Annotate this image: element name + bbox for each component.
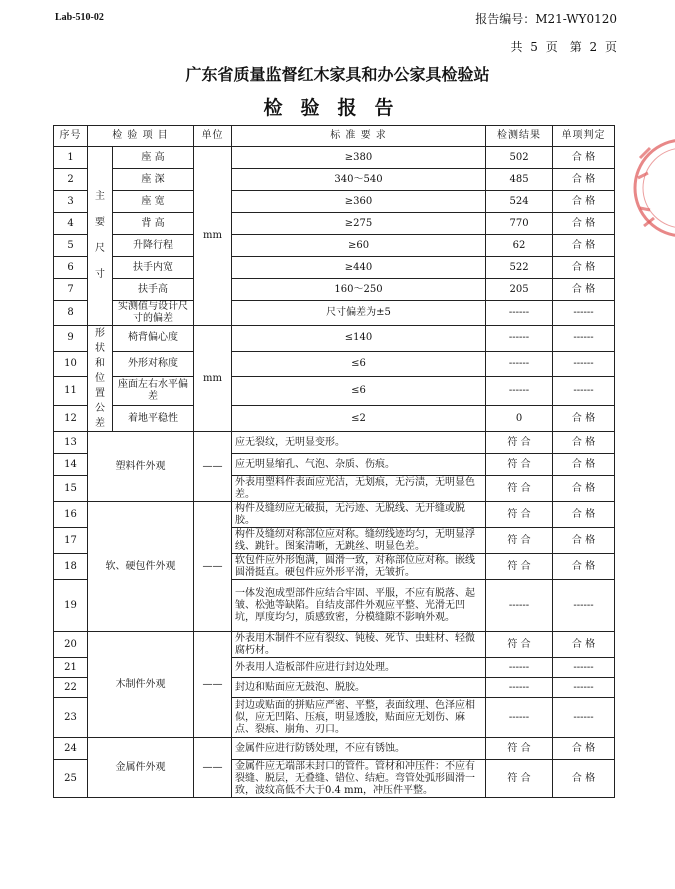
test-result: ------ bbox=[486, 351, 553, 377]
judgement: 合 格 bbox=[553, 528, 615, 554]
item-name: 扶手高 bbox=[113, 279, 194, 301]
judgement: ------ bbox=[553, 301, 615, 326]
lab-code: Lab-510-02 bbox=[55, 12, 104, 23]
requirement: ≥275 bbox=[232, 213, 486, 235]
row-number: 11 bbox=[54, 377, 88, 406]
table-row bbox=[54, 377, 615, 406]
table-row bbox=[54, 326, 615, 352]
test-result: ------ bbox=[486, 658, 553, 678]
table-row bbox=[54, 169, 615, 191]
requirement: 应无裂纹，无明显变形。 bbox=[232, 432, 486, 454]
group-shape-position-tolerance bbox=[88, 326, 113, 432]
col-header-requirement: 标 准 要 求 bbox=[232, 126, 486, 147]
requirement: ≤2 bbox=[232, 406, 486, 432]
requirement: 尺寸偏差为±5 bbox=[232, 301, 486, 326]
row-number: 4 bbox=[54, 213, 88, 235]
test-result: 524 bbox=[486, 191, 553, 213]
row-number: 19 bbox=[54, 580, 88, 632]
judgement: 合 格 bbox=[553, 738, 615, 760]
requirement: 构件及缝纫应无破损，无污迹、无脱线、无开缝或脱胶。 bbox=[232, 502, 486, 528]
test-result: 符 合 bbox=[486, 528, 553, 554]
requirement: 外表用人造板部件应进行封边处理。 bbox=[232, 658, 486, 678]
item-name: 实测值与设计尺寸的偏差 bbox=[113, 301, 194, 326]
group-label-char: 形 bbox=[95, 328, 105, 339]
test-result: 62 bbox=[486, 235, 553, 257]
requirement: ≤140 bbox=[232, 326, 486, 352]
test-result: 符 合 bbox=[486, 554, 553, 580]
requirement: ≥380 bbox=[232, 147, 486, 169]
col-header-item: 检 验 项 目 bbox=[88, 126, 194, 147]
requirement: ≤6 bbox=[232, 351, 486, 377]
row-number: 10 bbox=[54, 351, 88, 377]
table-row bbox=[54, 632, 615, 658]
group-label-char: 差 bbox=[95, 418, 105, 429]
judgement: 合 格 bbox=[553, 454, 615, 476]
item-name: 着地平稳性 bbox=[113, 406, 194, 432]
table-row bbox=[54, 257, 615, 279]
row-number: 1 bbox=[54, 147, 88, 169]
row-number: 9 bbox=[54, 326, 88, 352]
item-group-wood: 木制件外观 bbox=[88, 632, 194, 738]
item-name: 升降行程 bbox=[113, 235, 194, 257]
table-row bbox=[54, 406, 615, 432]
judgement: 合 格 bbox=[553, 432, 615, 454]
row-number: 13 bbox=[54, 432, 88, 454]
judgement: 合 格 bbox=[553, 169, 615, 191]
row-number: 25 bbox=[54, 760, 88, 798]
table-row bbox=[54, 191, 615, 213]
item-group-soft_hard: 软、硬包件外观 bbox=[88, 502, 194, 632]
requirement: 340～540 bbox=[232, 169, 486, 191]
table-row bbox=[54, 213, 615, 235]
requirement: 软包件应外形饱满，圆滑一致，对称部位应对称。嵌线圆滑挺直。硬包件应外形平滑，无皱折。 bbox=[232, 554, 486, 580]
test-result: 770 bbox=[486, 213, 553, 235]
test-result: ------ bbox=[486, 301, 553, 326]
col-header-no: 序号 bbox=[54, 126, 88, 147]
requirement: 一体发泡成型部件应结合牢固、平服，不应有脱落、起皱、松弛等缺陷。自结皮部件外观应平整、光滑无凹坑，厚度均匀，质感致密，分模缝隙不影响外观。 bbox=[232, 580, 486, 632]
test-result: ------ bbox=[486, 580, 553, 632]
test-result: 205 bbox=[486, 279, 553, 301]
item-name: 椅背偏心度 bbox=[113, 326, 194, 352]
judgement: 合 格 bbox=[553, 279, 615, 301]
table-row bbox=[54, 502, 615, 528]
judgement: 合 格 bbox=[553, 235, 615, 257]
row-number: 8 bbox=[54, 301, 88, 326]
col-header-result: 检测结果 bbox=[486, 126, 553, 147]
test-result: ------ bbox=[486, 698, 553, 738]
page-count: 共 5 页 第 2 页 bbox=[510, 40, 617, 54]
inspection-stamp bbox=[628, 118, 675, 268]
test-result: ------ bbox=[486, 326, 553, 352]
row-number: 16 bbox=[54, 502, 88, 528]
unit-cell: —— bbox=[194, 502, 232, 632]
test-result: 485 bbox=[486, 169, 553, 191]
inspection-table bbox=[53, 125, 615, 798]
requirement: 外表用木制件不应有裂纹、钝棱、死节、虫蛀材、轻微腐朽材。 bbox=[232, 632, 486, 658]
judgement: ------ bbox=[553, 678, 615, 698]
judgement: 合 格 bbox=[553, 213, 615, 235]
group-label-char: 置 bbox=[95, 388, 105, 399]
row-number: 18 bbox=[54, 554, 88, 580]
test-result: 符 合 bbox=[486, 432, 553, 454]
row-number: 23 bbox=[54, 698, 88, 738]
row-number: 17 bbox=[54, 528, 88, 554]
judgement: 合 格 bbox=[553, 257, 615, 279]
row-number: 2 bbox=[54, 169, 88, 191]
item-name: 座 高 bbox=[113, 147, 194, 169]
item-name: 座面左右水平偏差 bbox=[113, 377, 194, 406]
unit-cell: —— bbox=[194, 738, 232, 798]
row-number: 14 bbox=[54, 454, 88, 476]
judgement: ------ bbox=[553, 658, 615, 678]
unit-cell: —— bbox=[194, 632, 232, 738]
requirement: 封边或贴面的拼贴应严密、平整，表面纹理、色泽应相似，应无凹陷、压痕，明显透胶，贴面应无划伤、麻点、裂痕、崩角、刃口。 bbox=[232, 698, 486, 738]
report-title: 检验报告 bbox=[263, 97, 412, 119]
item-group-metal: 金属件外观 bbox=[88, 738, 194, 798]
requirement: 金属件应进行防锈处理，不应有锈蚀。 bbox=[232, 738, 486, 760]
group-main-dimensions bbox=[88, 147, 113, 326]
item-group-plastic: 塑料件外观 bbox=[88, 432, 194, 502]
table-header-row bbox=[54, 126, 615, 147]
test-result: 符 合 bbox=[486, 454, 553, 476]
row-number: 5 bbox=[54, 235, 88, 257]
group-label-char: 和 bbox=[95, 358, 105, 369]
group-label-char: 位 bbox=[95, 373, 105, 384]
table-row bbox=[54, 235, 615, 257]
test-result: 符 合 bbox=[486, 476, 553, 502]
row-number: 12 bbox=[54, 406, 88, 432]
report-number: 报告编号：M21-WY0120 bbox=[475, 12, 617, 26]
row-number: 24 bbox=[54, 738, 88, 760]
judgement: 合 格 bbox=[553, 476, 615, 502]
item-name: 背 高 bbox=[113, 213, 194, 235]
test-result: 522 bbox=[486, 257, 553, 279]
table-row bbox=[54, 301, 615, 326]
row-number: 21 bbox=[54, 658, 88, 678]
table-row bbox=[54, 351, 615, 377]
row-number: 15 bbox=[54, 476, 88, 502]
judgement: ------ bbox=[553, 326, 615, 352]
unit-cell: mm bbox=[194, 147, 232, 326]
group-label-char: 公 bbox=[95, 403, 105, 414]
judgement: 合 格 bbox=[553, 147, 615, 169]
group-label-char: 寸 bbox=[95, 269, 105, 280]
judgement: 合 格 bbox=[553, 502, 615, 528]
judgement: ------ bbox=[553, 377, 615, 406]
table-row bbox=[54, 738, 615, 760]
test-result: ------ bbox=[486, 678, 553, 698]
requirement: ≥360 bbox=[232, 191, 486, 213]
item-name: 外形对称度 bbox=[113, 351, 194, 377]
item-name: 扶手内宽 bbox=[113, 257, 194, 279]
group-label-char: 主 bbox=[95, 191, 105, 202]
unit-cell: mm bbox=[194, 326, 232, 432]
test-result: 502 bbox=[486, 147, 553, 169]
judgement: ------ bbox=[553, 351, 615, 377]
requirement: ≥60 bbox=[232, 235, 486, 257]
requirement: 封边和贴面应无鼓泡、脱胶。 bbox=[232, 678, 486, 698]
group-label-char: 尺 bbox=[95, 243, 105, 254]
row-number: 7 bbox=[54, 279, 88, 301]
item-name: 座 宽 bbox=[113, 191, 194, 213]
group-label-char: 要 bbox=[95, 217, 105, 228]
unit-cell: —— bbox=[194, 432, 232, 502]
row-number: 22 bbox=[54, 678, 88, 698]
requirement: 金属件应无端部未封口的管件。管材和冲压件：不应有裂缝、脱层，无叠缝、错位、结疤。弯管处弧形圆滑一致，波纹高低不大于0.4 mm，冲压件平整。 bbox=[232, 760, 486, 798]
requirement: 构件及缝纫对称部位应对称。缝纫线迹均匀，无明显浮线、跳针。图案清晰，无跳丝、明显色差。 bbox=[232, 528, 486, 554]
test-result: 符 合 bbox=[486, 502, 553, 528]
organization-name: 广东省质量监督红木家具和办公家具检验站 bbox=[185, 65, 490, 84]
col-header-unit: 单位 bbox=[194, 126, 232, 147]
test-result: ------ bbox=[486, 377, 553, 406]
requirement: 外表用塑料件表面应光洁，无划痕，无污渍，无明显色差。 bbox=[232, 476, 486, 502]
test-result: 符 合 bbox=[486, 632, 553, 658]
test-result: 符 合 bbox=[486, 760, 553, 798]
item-name: 座 深 bbox=[113, 169, 194, 191]
judgement: 合 格 bbox=[553, 406, 615, 432]
requirement: 160～250 bbox=[232, 279, 486, 301]
test-result: 0 bbox=[486, 406, 553, 432]
table-row bbox=[54, 279, 615, 301]
judgement: 合 格 bbox=[553, 191, 615, 213]
row-number: 6 bbox=[54, 257, 88, 279]
col-header-judgement: 单项判定 bbox=[553, 126, 615, 147]
requirement: ≤6 bbox=[232, 377, 486, 406]
judgement: 合 格 bbox=[553, 632, 615, 658]
row-number: 20 bbox=[54, 632, 88, 658]
requirement: 应无明显缩孔、气泡、杂质、伤痕。 bbox=[232, 454, 486, 476]
row-number: 3 bbox=[54, 191, 88, 213]
requirement: ≥440 bbox=[232, 257, 486, 279]
judgement: ------ bbox=[553, 580, 615, 632]
table-row bbox=[54, 147, 615, 169]
group-label-char: 状 bbox=[95, 343, 105, 354]
judgement: 合 格 bbox=[553, 760, 615, 798]
table-row bbox=[54, 432, 615, 454]
judgement: ------ bbox=[553, 698, 615, 738]
judgement: 合 格 bbox=[553, 554, 615, 580]
test-result: 符 合 bbox=[486, 738, 553, 760]
